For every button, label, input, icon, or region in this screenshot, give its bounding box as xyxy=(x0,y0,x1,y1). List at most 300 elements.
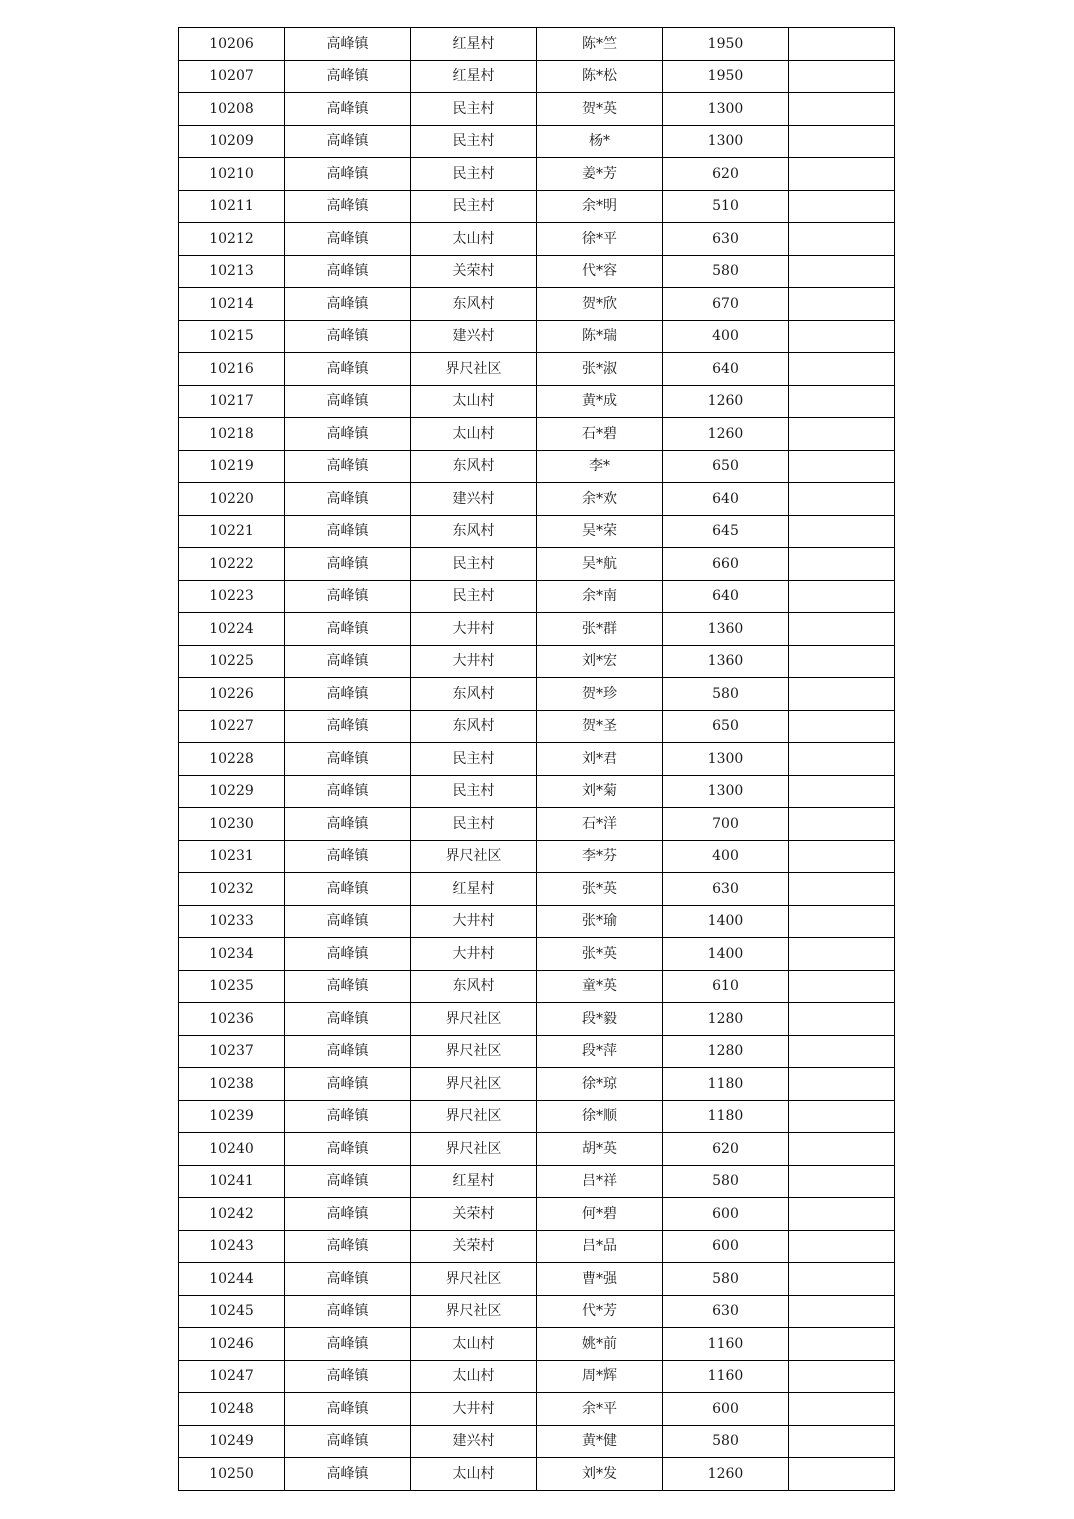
cell-id: 10224 xyxy=(179,613,285,646)
cell-note xyxy=(789,613,895,646)
cell-town: 高峰镇 xyxy=(285,1393,411,1426)
cell-name: 周*辉 xyxy=(537,1360,663,1393)
cell-village: 东风村 xyxy=(411,970,537,1003)
cell-town: 高峰镇 xyxy=(285,418,411,451)
cell-town: 高峰镇 xyxy=(285,808,411,841)
cell-note xyxy=(789,970,895,1003)
cell-name: 张*英 xyxy=(537,873,663,906)
cell-amount: 670 xyxy=(663,288,789,321)
cell-village: 民主村 xyxy=(411,190,537,223)
cell-name: 徐*平 xyxy=(537,223,663,256)
cell-id: 10239 xyxy=(179,1100,285,1133)
cell-note xyxy=(789,1133,895,1166)
table-row xyxy=(179,710,895,743)
cell-name: 刘*发 xyxy=(537,1458,663,1491)
cell-note xyxy=(789,1295,895,1328)
cell-name: 余*明 xyxy=(537,190,663,223)
cell-name: 余*平 xyxy=(537,1393,663,1426)
cell-amount: 650 xyxy=(663,450,789,483)
cell-note xyxy=(789,873,895,906)
cell-amount: 650 xyxy=(663,710,789,743)
cell-name: 贺*英 xyxy=(537,93,663,126)
table-body xyxy=(179,28,895,1491)
cell-village: 大井村 xyxy=(411,1393,537,1426)
cell-village: 民主村 xyxy=(411,808,537,841)
cell-id: 10214 xyxy=(179,288,285,321)
table-row xyxy=(179,905,895,938)
cell-name: 刘*宏 xyxy=(537,645,663,678)
cell-id: 10206 xyxy=(179,28,285,61)
cell-name: 贺*珍 xyxy=(537,678,663,711)
cell-note xyxy=(789,775,895,808)
cell-village: 民主村 xyxy=(411,548,537,581)
cell-note xyxy=(789,418,895,451)
cell-name: 徐*琼 xyxy=(537,1068,663,1101)
cell-village: 太山村 xyxy=(411,1360,537,1393)
cell-village: 民主村 xyxy=(411,158,537,191)
cell-town: 高峰镇 xyxy=(285,60,411,93)
table-row xyxy=(179,1133,895,1166)
cell-amount: 580 xyxy=(663,255,789,288)
cell-village: 民主村 xyxy=(411,743,537,776)
cell-name: 徐*顺 xyxy=(537,1100,663,1133)
cell-id: 10243 xyxy=(179,1230,285,1263)
cell-amount: 1400 xyxy=(663,905,789,938)
cell-name: 黄*成 xyxy=(537,385,663,418)
cell-note xyxy=(789,580,895,613)
cell-amount: 700 xyxy=(663,808,789,841)
cell-town: 高峰镇 xyxy=(285,970,411,1003)
cell-amount: 1360 xyxy=(663,645,789,678)
cell-id: 10235 xyxy=(179,970,285,1003)
cell-town: 高峰镇 xyxy=(285,743,411,776)
cell-village: 关荣村 xyxy=(411,1198,537,1231)
table-row xyxy=(179,1230,895,1263)
cell-village: 东风村 xyxy=(411,678,537,711)
cell-note xyxy=(789,1068,895,1101)
cell-name: 刘*菊 xyxy=(537,775,663,808)
cell-name: 陈*竺 xyxy=(537,28,663,61)
cell-town: 高峰镇 xyxy=(285,775,411,808)
cell-id: 10225 xyxy=(179,645,285,678)
cell-amount: 1400 xyxy=(663,938,789,971)
cell-name: 段*萍 xyxy=(537,1035,663,1068)
cell-village: 界尺社区 xyxy=(411,1133,537,1166)
cell-note xyxy=(789,840,895,873)
cell-town: 高峰镇 xyxy=(285,353,411,386)
table-row xyxy=(179,60,895,93)
cell-amount: 1300 xyxy=(663,743,789,776)
cell-note xyxy=(789,1328,895,1361)
cell-name: 吕*品 xyxy=(537,1230,663,1263)
cell-town: 高峰镇 xyxy=(285,223,411,256)
cell-amount: 510 xyxy=(663,190,789,223)
cell-amount: 580 xyxy=(663,1263,789,1296)
cell-village: 界尺社区 xyxy=(411,1263,537,1296)
cell-name: 余*欢 xyxy=(537,483,663,516)
cell-name: 姚*前 xyxy=(537,1328,663,1361)
cell-name: 石*洋 xyxy=(537,808,663,841)
cell-note xyxy=(789,288,895,321)
table-row xyxy=(179,1100,895,1133)
cell-id: 10246 xyxy=(179,1328,285,1361)
cell-amount: 1300 xyxy=(663,775,789,808)
table-row xyxy=(179,1393,895,1426)
cell-id: 10241 xyxy=(179,1165,285,1198)
cell-amount: 610 xyxy=(663,970,789,1003)
cell-village: 大井村 xyxy=(411,613,537,646)
data-table xyxy=(178,27,895,1491)
cell-town: 高峰镇 xyxy=(285,905,411,938)
cell-village: 东风村 xyxy=(411,288,537,321)
cell-note xyxy=(789,190,895,223)
cell-note xyxy=(789,808,895,841)
cell-id: 10218 xyxy=(179,418,285,451)
cell-note xyxy=(789,1230,895,1263)
cell-id: 10245 xyxy=(179,1295,285,1328)
cell-village: 太山村 xyxy=(411,1458,537,1491)
table-row xyxy=(179,873,895,906)
cell-village: 关荣村 xyxy=(411,1230,537,1263)
cell-id: 10221 xyxy=(179,515,285,548)
cell-id: 10208 xyxy=(179,93,285,126)
cell-amount: 1950 xyxy=(663,60,789,93)
cell-id: 10223 xyxy=(179,580,285,613)
table-row xyxy=(179,938,895,971)
cell-note xyxy=(789,1003,895,1036)
cell-name: 黄*健 xyxy=(537,1425,663,1458)
cell-id: 10215 xyxy=(179,320,285,353)
cell-name: 代*容 xyxy=(537,255,663,288)
table-row xyxy=(179,645,895,678)
cell-name: 吴*航 xyxy=(537,548,663,581)
cell-town: 高峰镇 xyxy=(285,1295,411,1328)
cell-amount: 640 xyxy=(663,353,789,386)
cell-name: 代*芳 xyxy=(537,1295,663,1328)
cell-town: 高峰镇 xyxy=(285,158,411,191)
cell-town: 高峰镇 xyxy=(285,385,411,418)
cell-town: 高峰镇 xyxy=(285,580,411,613)
cell-town: 高峰镇 xyxy=(285,1100,411,1133)
table-row xyxy=(179,613,895,646)
table-row xyxy=(179,1295,895,1328)
cell-id: 10217 xyxy=(179,385,285,418)
cell-amount: 620 xyxy=(663,1133,789,1166)
cell-town: 高峰镇 xyxy=(285,320,411,353)
cell-id: 10233 xyxy=(179,905,285,938)
cell-note xyxy=(789,1198,895,1231)
table-row xyxy=(179,1198,895,1231)
table-row xyxy=(179,1328,895,1361)
cell-town: 高峰镇 xyxy=(285,1198,411,1231)
cell-id: 10232 xyxy=(179,873,285,906)
cell-village: 界尺社区 xyxy=(411,1035,537,1068)
cell-id: 10212 xyxy=(179,223,285,256)
cell-town: 高峰镇 xyxy=(285,1068,411,1101)
cell-amount: 1160 xyxy=(663,1360,789,1393)
cell-note xyxy=(789,125,895,158)
cell-name: 李*芬 xyxy=(537,840,663,873)
cell-town: 高峰镇 xyxy=(285,873,411,906)
cell-name: 余*南 xyxy=(537,580,663,613)
cell-name: 段*毅 xyxy=(537,1003,663,1036)
table-row xyxy=(179,450,895,483)
table-row xyxy=(179,548,895,581)
cell-amount: 660 xyxy=(663,548,789,581)
cell-note xyxy=(789,353,895,386)
table-row xyxy=(179,580,895,613)
table-row xyxy=(179,970,895,1003)
cell-village: 太山村 xyxy=(411,385,537,418)
cell-amount: 630 xyxy=(663,1295,789,1328)
cell-note xyxy=(789,320,895,353)
cell-amount: 1260 xyxy=(663,385,789,418)
cell-town: 高峰镇 xyxy=(285,1230,411,1263)
cell-village: 民主村 xyxy=(411,125,537,158)
cell-name: 姜*芳 xyxy=(537,158,663,191)
cell-amount: 600 xyxy=(663,1230,789,1263)
cell-name: 贺*欣 xyxy=(537,288,663,321)
cell-id: 10210 xyxy=(179,158,285,191)
cell-town: 高峰镇 xyxy=(285,28,411,61)
cell-village: 东风村 xyxy=(411,710,537,743)
cell-note xyxy=(789,385,895,418)
cell-id: 10248 xyxy=(179,1393,285,1426)
cell-note xyxy=(789,1360,895,1393)
cell-id: 10222 xyxy=(179,548,285,581)
cell-amount: 630 xyxy=(663,223,789,256)
cell-id: 10238 xyxy=(179,1068,285,1101)
cell-id: 10242 xyxy=(179,1198,285,1231)
cell-note xyxy=(789,645,895,678)
table-row xyxy=(179,190,895,223)
cell-note xyxy=(789,743,895,776)
cell-id: 10207 xyxy=(179,60,285,93)
cell-town: 高峰镇 xyxy=(285,125,411,158)
cell-note xyxy=(789,938,895,971)
cell-town: 高峰镇 xyxy=(285,255,411,288)
cell-amount: 630 xyxy=(663,873,789,906)
cell-town: 高峰镇 xyxy=(285,840,411,873)
cell-village: 红星村 xyxy=(411,873,537,906)
cell-town: 高峰镇 xyxy=(285,1263,411,1296)
table-row xyxy=(179,1165,895,1198)
cell-name: 曹*强 xyxy=(537,1263,663,1296)
cell-note xyxy=(789,515,895,548)
cell-amount: 1180 xyxy=(663,1100,789,1133)
cell-village: 建兴村 xyxy=(411,483,537,516)
table-row xyxy=(179,1458,895,1491)
cell-name: 胡*英 xyxy=(537,1133,663,1166)
cell-id: 10229 xyxy=(179,775,285,808)
cell-note xyxy=(789,1425,895,1458)
cell-name: 张*淑 xyxy=(537,353,663,386)
table-row xyxy=(179,28,895,61)
cell-note xyxy=(789,1263,895,1296)
cell-amount: 580 xyxy=(663,678,789,711)
cell-note xyxy=(789,678,895,711)
cell-id: 10236 xyxy=(179,1003,285,1036)
cell-village: 红星村 xyxy=(411,60,537,93)
table-row xyxy=(179,678,895,711)
cell-amount: 1160 xyxy=(663,1328,789,1361)
cell-village: 界尺社区 xyxy=(411,1068,537,1101)
table-row xyxy=(179,775,895,808)
cell-village: 民主村 xyxy=(411,93,537,126)
cell-id: 10219 xyxy=(179,450,285,483)
table-row xyxy=(179,840,895,873)
cell-amount: 1280 xyxy=(663,1003,789,1036)
cell-village: 太山村 xyxy=(411,223,537,256)
cell-town: 高峰镇 xyxy=(285,1328,411,1361)
cell-amount: 600 xyxy=(663,1393,789,1426)
cell-town: 高峰镇 xyxy=(285,190,411,223)
cell-amount: 1260 xyxy=(663,1458,789,1491)
table-row xyxy=(179,743,895,776)
cell-village: 太山村 xyxy=(411,1328,537,1361)
cell-amount: 580 xyxy=(663,1425,789,1458)
cell-amount: 400 xyxy=(663,840,789,873)
cell-note xyxy=(789,28,895,61)
cell-village: 民主村 xyxy=(411,775,537,808)
table-row xyxy=(179,1003,895,1036)
cell-amount: 600 xyxy=(663,1198,789,1231)
cell-name: 李* xyxy=(537,450,663,483)
cell-note xyxy=(789,1100,895,1133)
cell-id: 10216 xyxy=(179,353,285,386)
table-row xyxy=(179,255,895,288)
cell-id: 10244 xyxy=(179,1263,285,1296)
cell-town: 高峰镇 xyxy=(285,710,411,743)
table-row xyxy=(179,483,895,516)
cell-town: 高峰镇 xyxy=(285,1003,411,1036)
cell-village: 界尺社区 xyxy=(411,353,537,386)
cell-name: 何*碧 xyxy=(537,1198,663,1231)
cell-amount: 1950 xyxy=(663,28,789,61)
cell-name: 吴*荣 xyxy=(537,515,663,548)
cell-id: 10240 xyxy=(179,1133,285,1166)
cell-village: 大井村 xyxy=(411,938,537,971)
cell-note xyxy=(789,450,895,483)
cell-id: 10213 xyxy=(179,255,285,288)
cell-name: 杨* xyxy=(537,125,663,158)
cell-id: 10249 xyxy=(179,1425,285,1458)
cell-village: 建兴村 xyxy=(411,1425,537,1458)
cell-name: 陈*瑞 xyxy=(537,320,663,353)
table-row xyxy=(179,1360,895,1393)
cell-village: 民主村 xyxy=(411,580,537,613)
table-row xyxy=(179,320,895,353)
cell-village: 大井村 xyxy=(411,645,537,678)
cell-amount: 400 xyxy=(663,320,789,353)
cell-town: 高峰镇 xyxy=(285,483,411,516)
cell-town: 高峰镇 xyxy=(285,1133,411,1166)
cell-amount: 1300 xyxy=(663,93,789,126)
cell-note xyxy=(789,93,895,126)
cell-amount: 1260 xyxy=(663,418,789,451)
cell-town: 高峰镇 xyxy=(285,548,411,581)
cell-town: 高峰镇 xyxy=(285,678,411,711)
cell-note xyxy=(789,223,895,256)
cell-name: 张*群 xyxy=(537,613,663,646)
cell-name: 童*英 xyxy=(537,970,663,1003)
cell-name: 陈*松 xyxy=(537,60,663,93)
cell-name: 张*瑜 xyxy=(537,905,663,938)
cell-id: 10228 xyxy=(179,743,285,776)
table-row xyxy=(179,125,895,158)
cell-note xyxy=(789,158,895,191)
table-row xyxy=(179,385,895,418)
cell-town: 高峰镇 xyxy=(285,1458,411,1491)
cell-note xyxy=(789,255,895,288)
cell-village: 关荣村 xyxy=(411,255,537,288)
cell-town: 高峰镇 xyxy=(285,938,411,971)
cell-amount: 645 xyxy=(663,515,789,548)
cell-amount: 1180 xyxy=(663,1068,789,1101)
cell-id: 10220 xyxy=(179,483,285,516)
cell-village: 红星村 xyxy=(411,1165,537,1198)
cell-id: 10250 xyxy=(179,1458,285,1491)
cell-amount: 1280 xyxy=(663,1035,789,1068)
cell-note xyxy=(789,548,895,581)
cell-town: 高峰镇 xyxy=(285,515,411,548)
cell-town: 高峰镇 xyxy=(285,613,411,646)
cell-note xyxy=(789,483,895,516)
cell-id: 10209 xyxy=(179,125,285,158)
table-row xyxy=(179,808,895,841)
cell-village: 界尺社区 xyxy=(411,1295,537,1328)
table-row xyxy=(179,1035,895,1068)
cell-id: 10230 xyxy=(179,808,285,841)
cell-id: 10226 xyxy=(179,678,285,711)
cell-village: 红星村 xyxy=(411,28,537,61)
cell-name: 张*英 xyxy=(537,938,663,971)
cell-town: 高峰镇 xyxy=(285,1425,411,1458)
cell-village: 东风村 xyxy=(411,515,537,548)
cell-note xyxy=(789,1035,895,1068)
cell-amount: 1360 xyxy=(663,613,789,646)
cell-amount: 620 xyxy=(663,158,789,191)
cell-id: 10234 xyxy=(179,938,285,971)
cell-id: 10247 xyxy=(179,1360,285,1393)
cell-note xyxy=(789,710,895,743)
cell-village: 大井村 xyxy=(411,905,537,938)
cell-id: 10231 xyxy=(179,840,285,873)
cell-town: 高峰镇 xyxy=(285,1360,411,1393)
cell-amount: 1300 xyxy=(663,125,789,158)
cell-note xyxy=(789,1165,895,1198)
cell-note xyxy=(789,60,895,93)
cell-town: 高峰镇 xyxy=(285,645,411,678)
table-row xyxy=(179,223,895,256)
table-row xyxy=(179,1425,895,1458)
cell-village: 界尺社区 xyxy=(411,1100,537,1133)
cell-town: 高峰镇 xyxy=(285,288,411,321)
cell-town: 高峰镇 xyxy=(285,93,411,126)
cell-amount: 640 xyxy=(663,580,789,613)
cell-village: 东风村 xyxy=(411,450,537,483)
cell-name: 刘*君 xyxy=(537,743,663,776)
cell-name: 石*碧 xyxy=(537,418,663,451)
cell-note xyxy=(789,905,895,938)
cell-village: 太山村 xyxy=(411,418,537,451)
table-row xyxy=(179,93,895,126)
cell-town: 高峰镇 xyxy=(285,1035,411,1068)
cell-id: 10211 xyxy=(179,190,285,223)
cell-amount: 580 xyxy=(663,1165,789,1198)
cell-village: 建兴村 xyxy=(411,320,537,353)
cell-id: 10237 xyxy=(179,1035,285,1068)
